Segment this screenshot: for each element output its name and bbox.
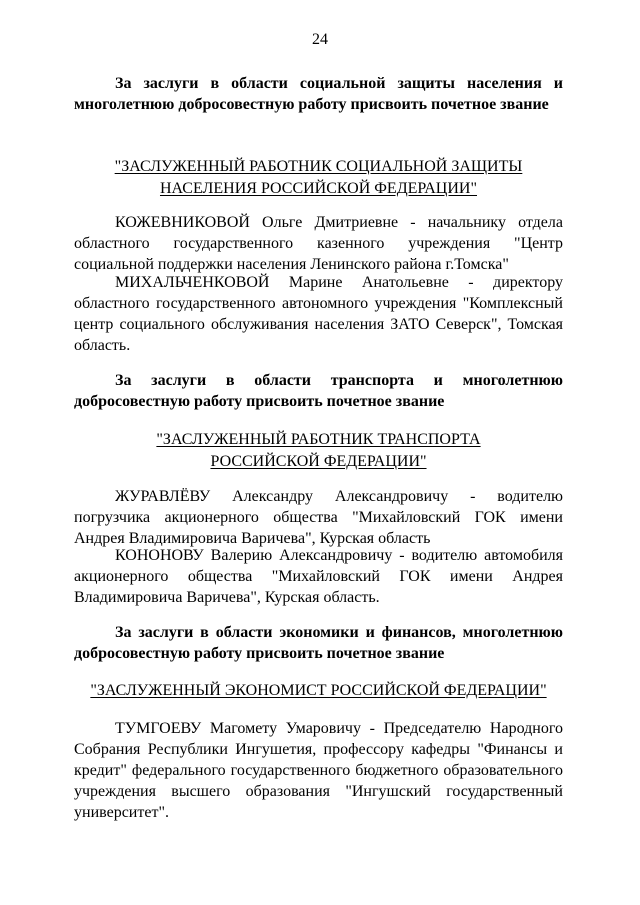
section-1-person-1: КОЖЕВНИКОВОЙ Ольге Дмитриевне - начальнику отдела областного государственного казенного учреждения "Центр социальной поддержки населения Ленинского района г.Томска" <box>74 214 563 273</box>
section-1-intro: За заслуги в области социальной защиты населения и многолетнюю добросовестную работу присвоить почетное звание <box>74 75 563 113</box>
section-2-intro: За заслуги в области транспорта и многолетнюю добросовестную работу присвоить почетное звание <box>74 372 563 410</box>
section-2-person-1: ЖУРАВЛЁВУ Александру Александровичу - водителю погрузчика акционерного общества "Михайловский ГОК имени Андрея Владимировича Варичева", Курская область <box>74 488 563 547</box>
section-2-title-line-1: "ЗАСЛУЖЕННЫЙ РАБОТНИК ТРАНСПОРТА <box>156 431 481 448</box>
section-1-title <box>74 156 563 200</box>
section-3-title <box>74 680 563 702</box>
section-3-person-1: ТУМГОЕВУ Магомету Умаровичу - Председателю Народного Собрания Республики Ингушетия, профессору кафедры "Финансы и кредит" федерального государственного бюджетного образовательного учреждения высшего образования "Ингушский государственный университет". <box>74 720 563 821</box>
section-3-title-line-1: "ЗАСЛУЖЕННЫЙ ЭКОНОМИСТ РОССИЙСКОЙ ФЕДЕРАЦИИ" <box>90 682 547 699</box>
section-1-person-2: МИХАЛЬЧЕНКОВОЙ Марине Анатольевне - директору областного государственного автономного учреждения "Комплексный центр социального обслуживания населения ЗАТО Северск", Томская область. <box>74 274 563 354</box>
section-2-title-line-2: РОССИЙСКОЙ ФЕДЕРАЦИИ" <box>210 453 427 470</box>
section-1-title-line-2: НАСЕЛЕНИЯ РОССИЙСКОЙ ФЕДЕРАЦИИ" <box>159 180 477 197</box>
section-1-title-line-1: "ЗАСЛУЖЕННЫЙ РАБОТНИК СОЦИАЛЬНОЙ ЗАЩИТЫ <box>114 158 523 175</box>
page-number: 24 <box>312 31 328 48</box>
section-2-title <box>74 429 563 473</box>
section-2-person-2: КОНОНОВУ Валерию Александровичу - водителю автомобиля акционерного общества "Михайловский ГОК имени Андрея Владимировича Варичева", Курская область. <box>74 547 563 606</box>
section-3-intro: За заслуги в области экономики и финансов, многолетнюю добросовестную работу присвоить почетное звание <box>74 624 563 662</box>
